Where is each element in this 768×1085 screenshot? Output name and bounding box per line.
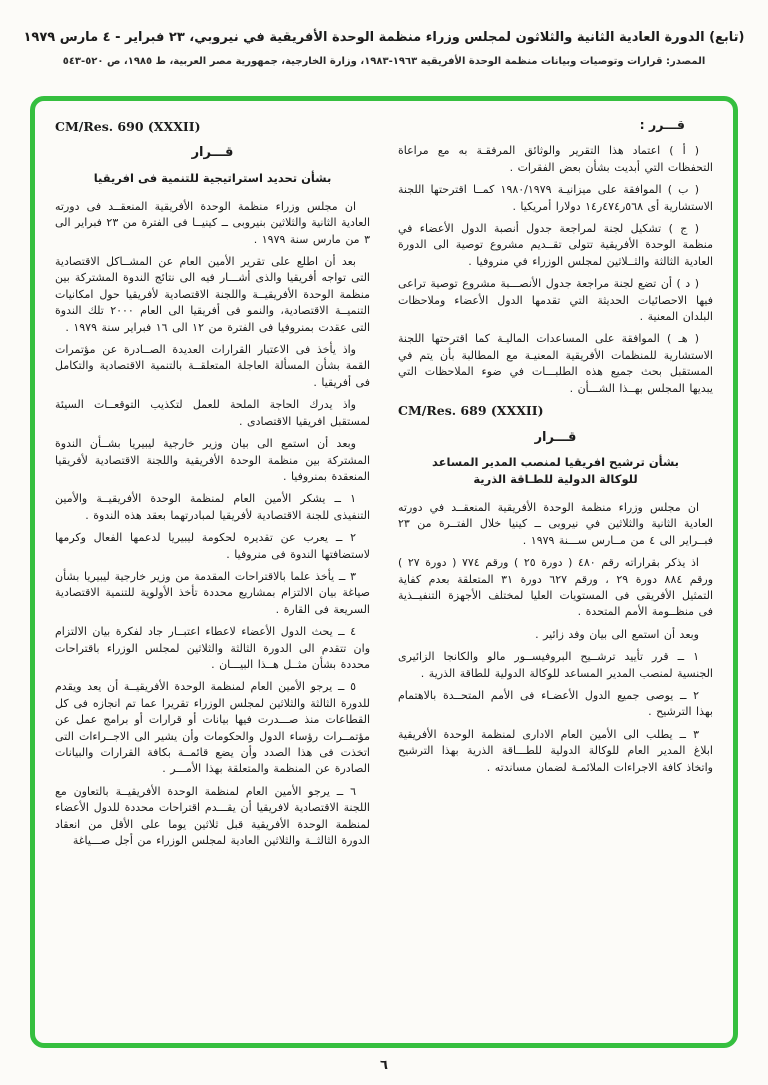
res690-operative-1: ١ ــ يشكر الأمين العام لمنظمة الوحدة الأفريقيــة والأمين التنفيذى للجنة الاقتصادية لأفريقيا لمبادرتهما بعقد هذه الندوة . xyxy=(55,492,370,522)
res690-operative-4: ٤ ــ يحث الدول الأعضاء لاعطاء اعتبــار جاد لفكرة بيان الالتزام وان تتقدم الى الدورة الثالثة والثلاثين لمجلس الوزراء باقتراحات محددة بشأن مثــل هــذا البيـــان . xyxy=(55,625,370,671)
res690-paragraph: واذ يأخذ فى الاعتبار القرارات العديدة الصــادرة عن مؤتمرات القمة بشأن المسألة العاجلة المتعلقــة بالتنمية الاقتصادية والتكامل فى أفريقيا . xyxy=(55,343,370,389)
page-footer xyxy=(0,1054,768,1073)
decree-heading: قـــرر : xyxy=(639,117,685,132)
res689-operative-2: ٢ ــ يوصى جميع الدول الأعضـاء فى الأمم المتحــدة بالاهتمام بهذا الترشيح . xyxy=(398,688,713,719)
res690-paragraph: بعد أن اطلع على تقرير الأمين العام عن المشــاكل الاقتصادية التى تواجه أفريقيا والذى أشـــار فيه الى نتائج الندوة المشتركة بين منظمة الوحدة الأفريقيــة واللجنة الاقتصادية لأفريقيا حول امكانيات التنميــة الاقتصادية، والنمو فى أفريقيا الى العام ٢٠٠٠ تلك الندوة التى عقدت بمنروفيا فى الفترة من ١٢ الى ١٦ فبراير سنة ١٩٧٩ . xyxy=(55,255,370,334)
res689-operative-1: ١ ــ قرر تأييد ترشــيح البروفيســور مالو والكانجا الزائيرى الجنسية لمنصب المدير المساعد للوكالة الدولية للطاقة الذرية . xyxy=(398,650,713,680)
decree-item-b: ( ب ) الموافقة على ميزانيـة ١٩٨٠/١٩٧٩ كمــا اقترحتها اللجنة الاستشارية أى ٥٦٨ر٤٧٤ر١٤ دولارا أمريكيا . xyxy=(398,183,713,213)
resolution-689-heading: قـــرار xyxy=(534,429,577,445)
resolution-code-690: CM/Res. 690 (XXXII) xyxy=(55,119,201,134)
decree-item-d: ( د ) أن تضع لجنة مراجعة جدول الأنصـــبة مشروع توصية تراعى فيها الاحصائيات الحديثة التي تقدمها الدول الأعضاء وملاحظات البلدان المعنية . xyxy=(398,277,713,324)
decree-item-c: ( ج ) تشكيل لجنة لمراجعة جدول أنصبة الدول الأعضاء في منظمة الوحدة الأفريقية تتولى تقــديم مشروع توصية الى الدورة العادية الثالثة والثــلاثين لمجلس الوزراء في منروفيا . xyxy=(398,222,713,268)
column-right xyxy=(398,117,713,1033)
res690-paragraph: وبعد أن استمع الى بيان وزير خارجية ليبيريا بشــأن الندوة المشتركة بين منظمة الوحدة الأفريقية واللجنة الاقتصادية لأفريقيا المنعقدة بمنروفيا . xyxy=(55,437,370,483)
res690-paragraph: ان مجلس وزراء منظمة الوحدة الأفريقية المنعقــد فى دورته العادية الثانية والثلاثين بنيروبى ــ كينيــا فى الفترة من ٢٣ فبراير الى ٣ من مارس سنة ١٩٧٩ . xyxy=(55,199,370,246)
res690-operative-6: ٦ ــ يرجو الأمين العام لمنظمة الوحدة الأفريقيــة بالتعاون مع اللجنة الاقتصادية لافريقيا أن يقـــدم اقتراحات محددة للدول الأعضاء لمنظمة الوحدة الأفريقية قبل ثلاثين يوما على الأقل من انعقاد الدورة الثالثــة والثلاثين العادية لمجلس الوزراء من أجل صـــياغة xyxy=(55,784,370,848)
res689-paragraph: اذ يذكر بقراراته رقم ٤٨٠ ( دورة ٢٥ ) ورقم ٧٧٤ ( دورة ٢٧ ) ورقم ٨٨٤ دورة ٢٩ ، ورقم ٦٢٧ دورة ٣١ المتعلقة بعدم كفاية التمثيل الأفريقى فى المستويات العليا لمختلف الأجهزة التنفيــذية فى منظــومة الأمم المتحدة . xyxy=(398,556,713,619)
res689-operative-3: ٣ ــ يطلب الى الأمين العام الادارى لمنظمة الوحدة الأفريقية ابلاغ المدير العام للوكالة الدولية للطـــاقة الذرية بهذا الترشيح واتخاذ كافة الاجراءات الملائمـة لضمان مساندته . xyxy=(398,727,713,774)
resolution-689-title-line2: للوكالة الدولية للطـاقة الذرية xyxy=(473,471,638,486)
header-source-note: المصدر: قرارات وتوصيات وبيانات منظمة الوحدة الأفريقية ١٩٦٣-١٩٨٣، وزارة الخارجية، جمهورية مصر العربية، ط ١٩٨٥، ص ٥٢٠-٥٤٣ xyxy=(62,55,706,67)
two-column-layout xyxy=(55,117,713,1033)
resolution-690-title: بشأن تحديد استراتيجية للتنمية فى افريقيا xyxy=(93,170,332,185)
resolution-689-title-line1: بشأن ترشيح افريقيا لمنصب المدير المساعد xyxy=(432,454,679,469)
resolution-689-title xyxy=(398,454,713,488)
column-left xyxy=(55,117,370,1033)
res689-paragraph: وبعد أن استمع الى بيان وفد زائير . xyxy=(535,627,699,641)
res689-paragraph: ان مجلس وزراء منظمة الوحدة الأفريقية المنعقــد في دورته العادية الثانية والثلاثين في نيروبى ــ كينيا خلال الفتــرة من ٢٣ فبــراير الى ٤ من مــارس ســـنة ١٩٧٩ . xyxy=(398,500,713,547)
page-header xyxy=(18,28,750,69)
highlight-annotation-box xyxy=(30,96,738,1048)
res690-operative-3: ٣ ــ يأخذ علما بالاقتراحات المقدمة من وزير خارجية ليبيريا بشأن صياغة بيان الالتزام بمشاريع محددة تأخذ الأولوية للتنمية الاقتصادية السريعة فى القارة . xyxy=(55,569,370,616)
header-session-title: (تابع) الدورة العادية الثانية والثلاثون لمجلس وزراء منظمة الوحدة الأفريقية في نيروبي، ٢٣ فبراير - ٤ مارس ١٩٧٩ xyxy=(23,30,745,45)
res690-operative-2: ٢ ــ يعرب عن تقديره لحكومة ليبيريا لدعمها الفعال وكرمها لاستضافتها الندوة فى منروفيا . xyxy=(55,531,370,561)
decree-item-e: ( هـ ) الموافقة على المساعدات الماليـة كما اقترحتها اللجنة الاستشارية للمنظمات الأفريقية المعنيـة مع المطالبة بأن يتم في المستقبل بحث جميع هذه الطلبـــات في ضوء الملاحظات التي يبديها المجلس بهــذا الشـــأن . xyxy=(398,332,713,395)
resolution-code-689: CM/Res. 689 (XXXII) xyxy=(398,403,544,419)
decree-item-a: ( أ ) اعتماد هذا التقرير والوثائق المرفقـة به مع مراعاة التحفظات التي أبديت بشأن بعض الفقرات . xyxy=(398,144,713,174)
res690-paragraph: واذ يدرك الحاجة الملحة للعمل لتكذيب التوقعــات السيئة لمستقبل افريقيا الاقتصادى . xyxy=(55,398,370,428)
resolution-690-heading: قـــرار xyxy=(191,145,234,161)
page-number: ٦ xyxy=(380,1058,388,1073)
res690-operative-5: ٥ ــ يرجو الأمين العام لمنظمة الوحدة الأفريقيــة أن يعد ويقدم للدورة الثالثة والثلاثين لمجلس الوزراء تقريرا عما تم انجازه فى كل القطاعات منذ صـــدرت فيها بيانات أو قرارات أو برامج عمل عن مؤتمــرات رؤساء الدول والحكومات وأن يشير الى الاجــراءات التى اتخذت فى هذا الصدد وأن يضع قائمــة بكافة القرارات والبيانات الصادرة عن المنظمة والمتعلقة بهذا الأمـــر . xyxy=(55,680,370,776)
